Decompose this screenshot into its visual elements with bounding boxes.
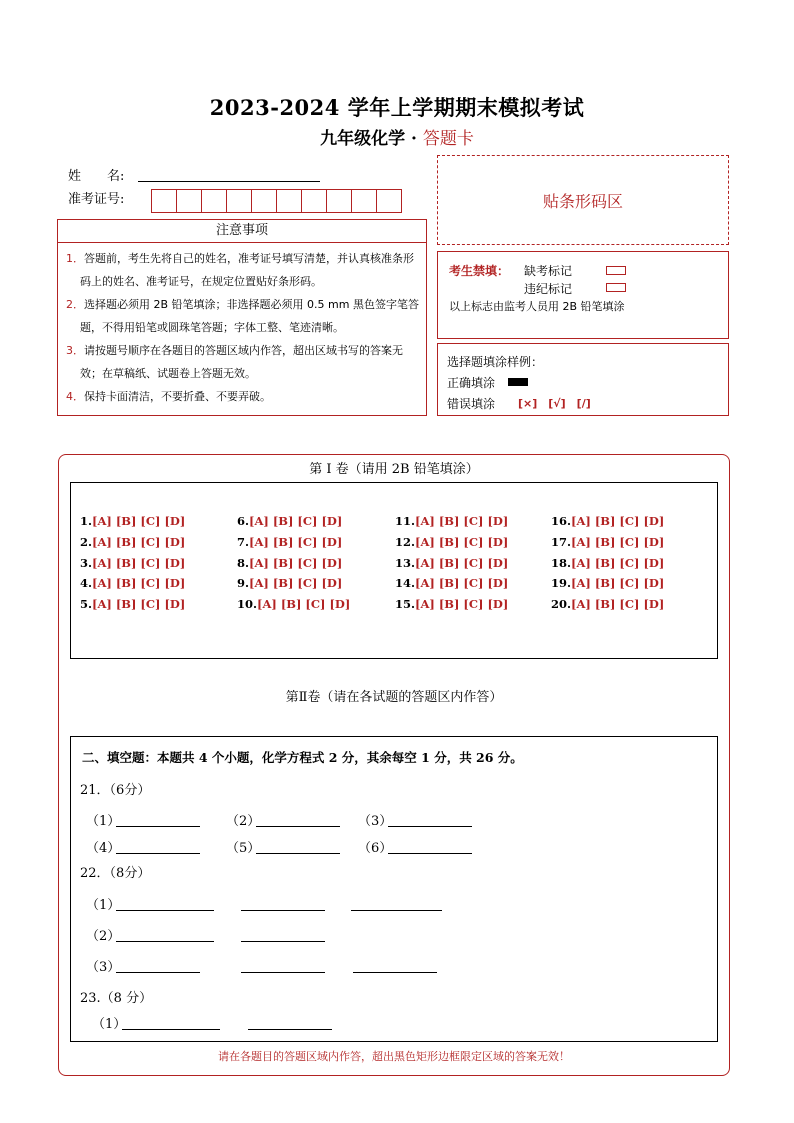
q22-item-2-label: （2） [86,929,121,944]
q23-item-1-blank-b[interactable] [248,1015,332,1030]
answer-options[interactable]: [A] [B] [C] [D] [571,556,665,570]
q22-item-1-blank-b[interactable] [241,896,325,911]
choice-question[interactable] [395,535,508,549]
question-number: 13. [395,556,416,570]
choice-question[interactable] [80,514,185,528]
choice-question[interactable] [395,556,508,570]
question-number: 17. [551,535,572,549]
notice-item: 4．保持卡面清洁，不要折叠、不要弄破。 [66,390,271,403]
subtitle-main: 九年级化学 · [320,129,423,149]
q22-item-1-label: （1） [86,898,121,913]
q22-item-1-blank-c[interactable] [351,896,442,911]
fill-in-answer-box [70,736,718,1042]
part2-title: 第Ⅱ卷（请在各试题的答题区内作答） [285,690,503,705]
choice-question[interactable] [551,556,664,570]
subtitle-answer-card: 答题卡 [422,129,474,149]
exam-id-digit-box[interactable] [276,189,302,213]
q22-item-3-label: （3） [86,960,121,975]
choice-question[interactable] [237,556,342,570]
answer-options[interactable]: [A] [B] [C] [D] [415,556,509,570]
question-number: 9. [237,576,250,590]
question-number: 11. [395,514,416,528]
exam-id-digit-box[interactable] [151,189,177,213]
exam-id-digit-box[interactable] [201,189,227,213]
name-field[interactable] [138,166,320,182]
absent-mark-box[interactable] [606,266,626,275]
question-number: 16. [551,514,572,528]
q21-item-4-label: （4） [86,841,121,856]
question-number: 12. [395,535,416,549]
answer-options[interactable]: [A] [B] [C] [D] [415,514,509,528]
question-number: 2. [80,535,93,549]
choice-question[interactable] [80,556,185,570]
answer-options[interactable]: [A] [B] [C] [D] [415,576,509,590]
notice-item: 2．选择题必须用 2B 铅笔填涂；非选择题必须用 0.5 mm 黑色签字笔答题，不得用铅笔或圆珠笔答题；字体工整、笔迹清晰。 [66,298,419,334]
q21-item-3-blank[interactable] [388,812,472,827]
q22-item-3-blank-c[interactable] [353,958,437,973]
answer-options[interactable]: [A] [B] [C] [D] [415,597,509,611]
choice-question[interactable] [80,597,185,611]
choice-question[interactable] [395,597,508,611]
page-title: 2023-2024 学年上学期期末模拟考试 [209,95,585,120]
question-number: 4. [80,576,93,590]
examiner-only-box [437,251,729,339]
question-number: 1. [80,514,93,528]
exam-id-boxes[interactable] [152,189,402,213]
exam-id-digit-box[interactable] [301,189,327,213]
correct-fill-label: 正确填涂 [447,376,496,390]
violation-mark-label: 违纪标记 [524,282,573,296]
answer-options[interactable]: [A] [B] [C] [D] [249,514,343,528]
q21-item-2-blank[interactable] [256,812,340,827]
question-number: 3. [80,556,93,570]
answer-options[interactable]: [A] [B] [C] [D] [92,535,186,549]
choice-question[interactable] [237,597,350,611]
q22-item-1-blank-a[interactable] [116,896,214,911]
question-number: 20. [551,597,572,611]
choice-question[interactable] [237,514,342,528]
answer-options[interactable]: [A] [B] [C] [D] [249,556,343,570]
q22-item-2-blank-a[interactable] [116,927,214,942]
exam-id-digit-box[interactable] [176,189,202,213]
choice-question[interactable] [551,597,664,611]
choice-answer-box [70,482,718,659]
fill-sample-box [437,343,729,416]
exam-id-digit-box[interactable] [376,189,402,213]
answer-options[interactable]: [A] [B] [C] [D] [571,535,665,549]
q21-item-2-label: （2） [226,814,261,829]
part1-title: 第 I 卷（请用 2B 铅笔填涂） [309,462,479,477]
choice-question[interactable] [237,576,342,590]
question-number: 8. [237,556,250,570]
q23-label: 23.（8 分） [80,991,153,1006]
answer-options[interactable]: [A] [B] [C] [D] [92,514,186,528]
question-number: 19. [551,576,572,590]
notice-item: 3．请按题号顺序在各题目的答题区域内作答，超出区域书写的答案无效；在草稿纸、试题卷上答题无效。 [66,344,403,380]
q21-item-5-label: （5） [226,841,261,856]
name-label: 姓 名: [68,169,125,184]
answer-options[interactable]: [A] [B] [C] [D] [92,556,186,570]
q22-label: 22．（8分） [80,866,151,881]
exam-id-digit-box[interactable] [351,189,377,213]
answer-options[interactable]: [A] [B] [C] [D] [571,576,665,590]
section-heading: 二、填空题：本题共 4 个小题，化学方程式 2 分，其余每空 1 分，共 26 分。 [82,750,523,765]
q21-item-4-blank[interactable] [116,839,200,854]
choice-question[interactable] [395,576,508,590]
q22-item-3-blank-a[interactable] [116,958,200,973]
question-number: 15. [395,597,416,611]
q21-item-3-label: （3） [358,814,393,829]
page-subtitle [0,124,794,149]
choice-question[interactable] [551,535,664,549]
exam-id-digit-box[interactable] [251,189,277,213]
choice-question[interactable] [80,535,185,549]
q23-item-1-blank-a[interactable] [122,1015,220,1030]
q22-item-3-blank-b[interactable] [241,958,325,973]
q22-item-2-blank-b[interactable] [241,927,325,942]
answer-options[interactable]: [A] [B] [C] [D] [571,597,665,611]
q21-item-1-label: （1） [86,814,121,829]
question-number: 14. [395,576,416,590]
q21-item-6-label: （6） [358,841,393,856]
choice-question[interactable] [395,514,508,528]
notice-heading: 注意事项 [57,219,427,243]
notice-item: 1．答题前，考生先将自己的姓名，准考证号填写清楚，并认真核准条形码上的姓名、准考证号，在规定位置贴好条形码。 [66,252,414,288]
q21-item-1-blank[interactable] [116,812,200,827]
barcode-area [437,155,729,245]
id-label: 准考证号: [68,192,125,207]
answer-options[interactable]: [A] [B] [C] [D] [249,535,343,549]
absent-mark-label: 缺考标记 [524,264,573,278]
q21-label: 21．（6分） [80,783,151,798]
violation-mark-box[interactable] [606,283,626,292]
barcode-label: 贴条形码区 [542,191,623,211]
examiner-only-label: 考生禁填： [449,264,510,278]
answer-options[interactable]: [A] [B] [C] [D] [92,576,186,590]
answer-options[interactable]: [A] [B] [C] [D] [249,576,343,590]
examiner-note: 以上标志由监考人员用 2B 铅笔填涂 [449,300,625,313]
choice-question[interactable] [551,576,664,590]
answer-options[interactable]: [A] [B] [C] [D] [257,597,351,611]
choice-question[interactable] [237,535,342,549]
wrong-fill-examples: [×] [√] [/] [518,397,591,410]
question-number: 7. [237,535,250,549]
answer-options[interactable]: [A] [B] [C] [D] [571,514,665,528]
question-number: 18. [551,556,572,570]
q23-item-1-label: （1） [92,1017,127,1032]
correct-fill-example [508,378,528,386]
question-number: 6. [237,514,250,528]
exam-id-digit-box[interactable] [226,189,252,213]
choice-question[interactable] [80,576,185,590]
answer-options[interactable]: [A] [B] [C] [D] [415,535,509,549]
q21-item-6-blank[interactable] [388,839,472,854]
choice-question[interactable] [551,514,664,528]
notice-body [57,242,427,416]
q21-item-5-blank[interactable] [256,839,340,854]
answer-options[interactable]: [A] [B] [C] [D] [92,597,186,611]
question-number: 5. [80,597,93,611]
wrong-fill-label: 错误填涂 [447,397,496,411]
exam-id-digit-box[interactable] [326,189,352,213]
footer-warning: 请在各题目的答题区域内作答，超出黑色矩形边框限定区域的答案无效！ [218,1050,570,1063]
fill-sample-title: 选择题填涂样例： [447,355,544,369]
question-number: 10. [237,597,258,611]
